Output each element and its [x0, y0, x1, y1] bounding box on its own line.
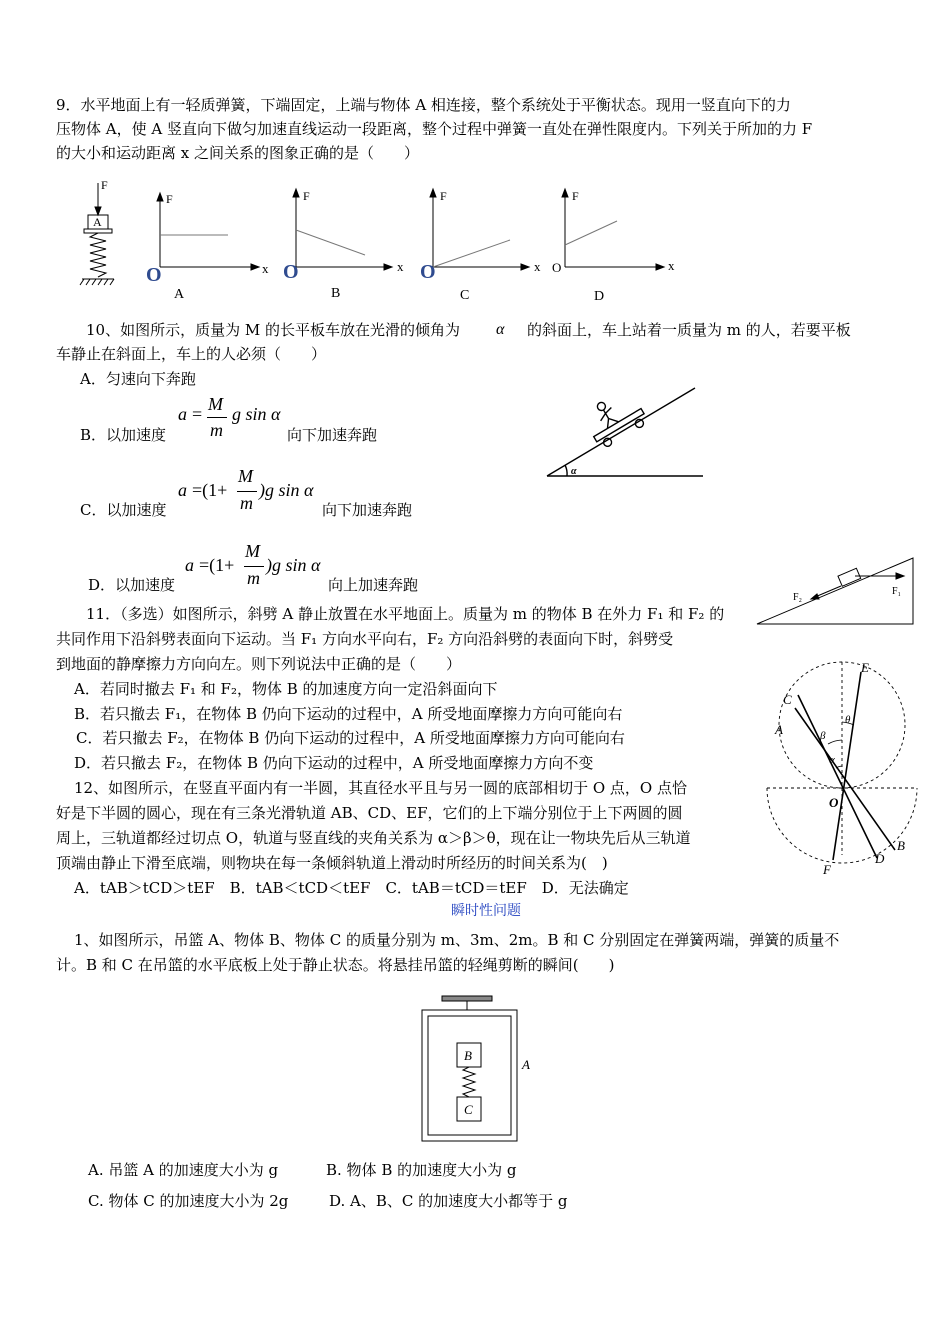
force-f2-label: F₂ [793, 592, 803, 603]
graph-d-origin: O [552, 260, 562, 275]
box-c-label: C [464, 1102, 473, 1117]
q1-option-b: B. 物体 B 的加速度大小为 g [326, 1161, 517, 1179]
formula-b-bar [207, 417, 227, 418]
q11-option-b: B．若只撤去 F₁，在物体 B 仍向下运动的过程中，A 所受地面摩擦力方向可能向右 [74, 705, 623, 723]
q9-line-2: 压物体 A，使 A 竖直向下做匀加速直线运动一段距离，整个过程中弹簧一直处在弹性限度内。下列关于所加的力 F [56, 120, 813, 138]
formula-d-num: M [245, 541, 260, 561]
q1-option-a: A. 吊篮 A 的加速度大小为 g [88, 1161, 279, 1179]
basket-a-label: A [522, 1057, 530, 1072]
point-a-label: A [775, 722, 783, 737]
graph-d-option: D [594, 289, 605, 304]
formula-c-a: a [178, 480, 187, 500]
formula-c-den: m [240, 493, 253, 513]
graph-a-origin: O [146, 264, 162, 286]
angle-alpha-label: α [829, 754, 835, 766]
point-b-label: B [897, 838, 905, 853]
force-f1-label: F₁ [892, 586, 902, 597]
q1-line-2: 计。B 和 C 在吊篮的水平底板上处于静止状态。将悬挂吊篮的轻绳剪断的瞬间( ) [56, 956, 615, 974]
formula-b-a: a [178, 404, 187, 424]
q1-basket-figure [412, 993, 532, 1148]
graph-d-x: x [668, 258, 675, 273]
formula-d-den: m [247, 568, 260, 588]
formula-c-eq: =(1+ [192, 480, 228, 500]
q10-option-c-suffix: 向下加速奔跑 [322, 501, 413, 519]
formula-d-eq: =(1+ [199, 555, 235, 575]
q11-option-a: A．若同时撤去 F₁ 和 F₂，物体 B 的加速度方向一定沿斜面向下 [74, 680, 498, 698]
box-b-label: B [464, 1048, 472, 1063]
formula-b-eq: = [192, 404, 203, 424]
formula-d-bar [244, 566, 264, 567]
formula-c-bar [237, 491, 257, 492]
q12-circles-figure [765, 660, 925, 880]
formula-b-tail: g sin α [232, 404, 281, 424]
formula-d-tail: )g sin α [266, 555, 321, 575]
block-a-label: A [93, 215, 102, 229]
incline-alpha-label: α [571, 466, 577, 477]
q10-option-b-prefix: B．以加速度 [80, 426, 167, 444]
graph-b-f: F [303, 189, 310, 203]
q10-option-d-suffix: 向上加速奔跑 [328, 576, 419, 594]
q9-line-3: 的大小和运动距离 x 之间关系的图象正确的是（ ） [56, 144, 419, 162]
graph-b-option: B [331, 286, 341, 301]
formula-d-a: a [185, 555, 194, 575]
q12-options: A．tAB＞tCD＞tEF B．tAB＜tCD＜tEF C．tAB＝tCD＝tEF D．无法确定 [74, 879, 629, 897]
section-title: 瞬时性问题 [451, 903, 521, 919]
q1-option-c: C. 物体 C 的加速度大小为 2g [88, 1192, 289, 1210]
q9-line-1: 9．水平地面上有一轻质弹簧，下端固定，上端与物体 A 相连接，整个系统处于平衡状态。现用一竖直向下的力 [56, 96, 791, 114]
spring-force-label: F [101, 178, 108, 192]
q10-option-b-suffix: 向下加速奔跑 [287, 426, 378, 444]
q11-line-2: 共同作用下沿斜劈表面向下运动。当 F₁ 方向水平向右，F₂ 方向沿斜劈的表面向下时，斜劈受 [56, 630, 674, 648]
point-c-label: C [783, 692, 792, 707]
q10-line-2: 车静止在斜面上，车上的人必须（ ） [56, 345, 327, 363]
q12-line-3: 周上，三轨道都经过切点 O，轨道与竖直线的夹角关系为 α＞β＞θ，现在让一物块先后从三轨道 [56, 829, 691, 847]
q10-option-d-prefix: D．以加速度 [88, 576, 176, 594]
q11-line-3: 到地面的静摩擦力方向向左。则下列说法中正确的是（ ） [56, 655, 462, 673]
formula-b-den: m [210, 420, 223, 440]
q10-incline-figure [545, 380, 705, 482]
q9-figure [60, 175, 700, 310]
angle-beta-label: β [820, 730, 826, 742]
graph-b-origin: O [283, 261, 299, 283]
point-o-label: O [829, 795, 839, 810]
angle-theta-label: θ [845, 714, 851, 726]
q11-line-1: 11．（多选）如图所示，斜劈 A 静止放置在水平地面上。质量为 m 的物体 B 在外力 F₁ 和 F₂ 的 [86, 605, 725, 623]
graph-c-x: x [534, 259, 541, 274]
q12-line-4: 顶端由静止下滑至底端，则物块在每一条倾斜轨道上滑动时所经历的时间关系为( ) [56, 854, 608, 872]
point-d-label: D [875, 851, 885, 866]
graph-b-x: x [397, 259, 404, 274]
formula-c-tail: )g sin α [259, 480, 314, 500]
q11-option-c: C．若只撤去 F₂，在物体 B 仍向下运动的过程中，A 所受地面摩擦力方向可能向右 [76, 729, 625, 747]
graph-d-f: F [572, 189, 579, 203]
point-f-label: F [823, 862, 831, 877]
q10-alpha-symbol: α [496, 321, 505, 338]
formula-b-num: M [208, 394, 223, 414]
graph-a-f: F [166, 192, 173, 206]
q12-line-2: 好是下半圆的圆心，现在有三条光滑轨道 AB、CD、EF，它们的上下端分别位于上下两圆的圆 [56, 804, 683, 822]
q12-line-1: 12、如图所示，在竖直平面内有一半圆，其直径水平且与另一圆的底部相切于 O 点，O 点恰 [74, 779, 687, 797]
q10-line-1b: 的斜面上，车上站着一质量为 m 的人，若要平板 [527, 321, 851, 339]
graph-c-option: C [460, 288, 470, 303]
formula-c-num: M [238, 466, 253, 486]
q10-line-1: 10、如图所示，质量为 M 的长平板车放在光滑的倾角为 [86, 321, 460, 339]
q10-option-c-prefix: C．以加速度 [80, 501, 167, 519]
spring-device [80, 183, 114, 285]
graph-c-f: F [440, 189, 447, 203]
q10-option-a: A．匀速向下奔跑 [80, 370, 196, 388]
q1-option-d: D. A、B、C 的加速度大小都等于 g [329, 1192, 568, 1210]
q11-option-d: D．若只撤去 F₂，在物体 B 仍向下运动的过程中，A 所受地面摩擦力方向不变 [74, 754, 594, 772]
q1-line-1: 1、如图所示，吊篮 A、物体 B、物体 C 的质量分别为 m、3m、2m。B 和 C 分别固定在弹簧两端，弹簧的质量不 [74, 931, 840, 949]
graph-c-origin: O [420, 261, 436, 283]
graph-a-x: x [262, 261, 269, 276]
point-e-label: E [861, 660, 869, 675]
graph-a-option: A [174, 287, 185, 302]
q11-wedge-figure [755, 556, 917, 628]
